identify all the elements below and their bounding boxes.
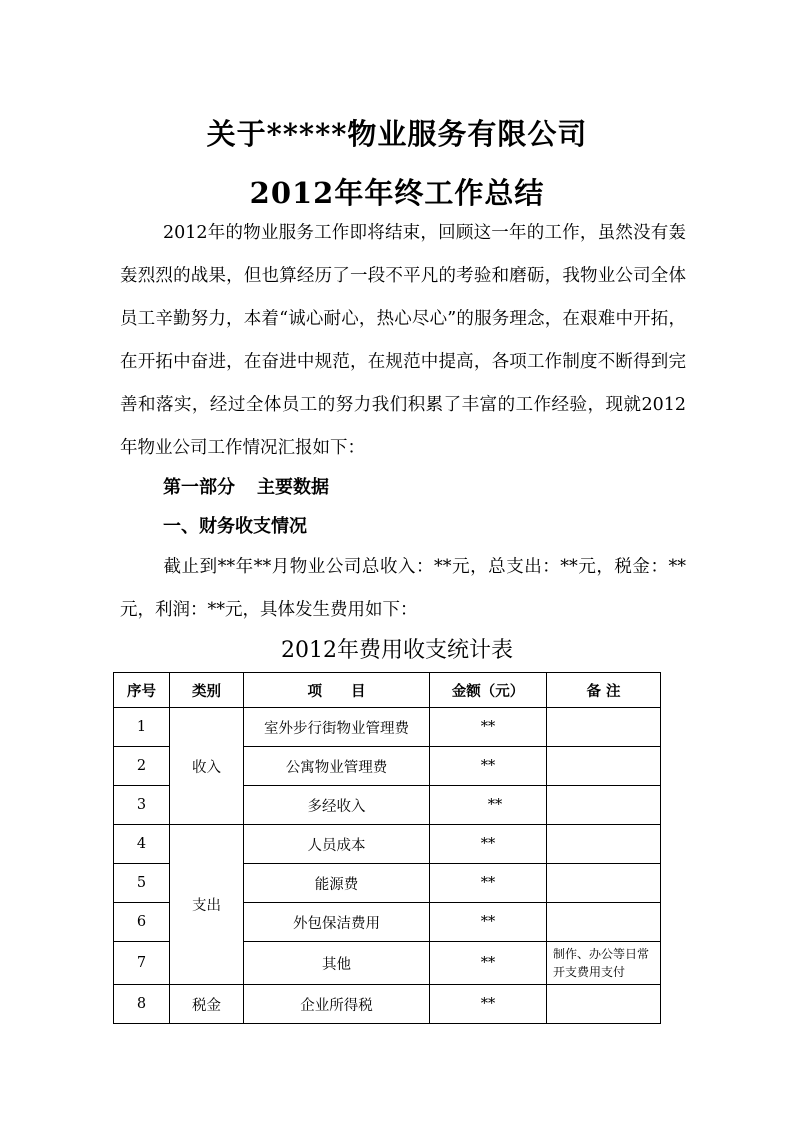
row-note xyxy=(547,864,661,903)
part-heading xyxy=(163,473,329,503)
header-no: 序号 xyxy=(114,673,170,708)
row-item: 公寓物业管理费 xyxy=(244,747,430,786)
table-row xyxy=(114,985,661,1024)
table-row xyxy=(114,825,661,864)
intro-paragraph xyxy=(120,212,686,470)
row-no: 7 xyxy=(114,942,170,985)
row-note xyxy=(547,786,661,825)
row-amount: ** xyxy=(430,942,547,985)
title-line-1: 关于*****物业服务有限公司 xyxy=(206,117,588,151)
row-amount: ** xyxy=(430,985,547,1024)
row-note xyxy=(547,985,661,1024)
part-title: 主要数据 xyxy=(257,477,329,498)
table-title: 2012年费用收支统计表 xyxy=(281,638,513,663)
row-item: 室外步行街物业管理费 xyxy=(244,708,430,747)
row-item: 外包保洁费用 xyxy=(244,903,430,942)
row-amount: ** xyxy=(430,864,547,903)
row-no: 8 xyxy=(114,985,170,1024)
row-amount: ** xyxy=(430,747,547,786)
row-no: 1 xyxy=(114,708,170,747)
row-item: 能源费 xyxy=(244,864,430,903)
category-expense: 支出 xyxy=(170,825,244,985)
section-heading: 一、财务收支情况 xyxy=(163,516,307,537)
category-income: 收入 xyxy=(170,708,244,825)
finance-text: 截止到**年**月物业公司总收入：**元，总支出：**元，税金：**元，利润：**元，具体发生费用如下： xyxy=(120,557,686,620)
header-note: 备 注 xyxy=(547,673,661,708)
row-no: 2 xyxy=(114,747,170,786)
header-item: 项 目 xyxy=(244,673,430,708)
row-amount: ** xyxy=(430,708,547,747)
title-line-2: 2012年年终工作总结 xyxy=(249,176,545,210)
row-amount: ** xyxy=(430,903,547,942)
finance-paragraph xyxy=(120,546,686,632)
header-amount: 金额（元） xyxy=(430,673,547,708)
row-amount: ** xyxy=(430,786,547,825)
intro-text: 2012年的物业服务工作即将结束，回顾这一年的工作，虽然没有轰轰烈烈的战果，但也算经历了一段不平凡的考验和磨砺，我物业公司全体员工辛勤努力，本着“诚心耐心，热心尽心”的服务理念，在艰难中开拓，在开拓中奋进，在奋进中规范，在规范中提高，各项工作制度不断得到完善和落实，经过全体员工的努力我们积累了丰富的工作经验，现就2012年物业公司工作情况汇报如下： xyxy=(120,223,686,458)
table-header-row xyxy=(114,673,661,708)
table-row xyxy=(114,708,661,747)
row-note xyxy=(547,903,661,942)
row-item: 多经收入 xyxy=(244,786,430,825)
finance-table xyxy=(113,672,661,1024)
category-tax: 税金 xyxy=(170,985,244,1024)
row-no: 4 xyxy=(114,825,170,864)
row-item: 其他 xyxy=(244,942,430,985)
row-note xyxy=(547,825,661,864)
row-no: 5 xyxy=(114,864,170,903)
row-no: 3 xyxy=(114,786,170,825)
row-no: 6 xyxy=(114,903,170,942)
row-amount: ** xyxy=(430,825,547,864)
row-note xyxy=(547,747,661,786)
row-note xyxy=(547,708,661,747)
part-label: 第一部分 xyxy=(163,477,235,498)
row-item: 人员成本 xyxy=(244,825,430,864)
row-item: 企业所得税 xyxy=(244,985,430,1024)
header-category: 类别 xyxy=(170,673,244,708)
row-note: 制作、办公等日常开支费用支付 xyxy=(547,942,661,985)
